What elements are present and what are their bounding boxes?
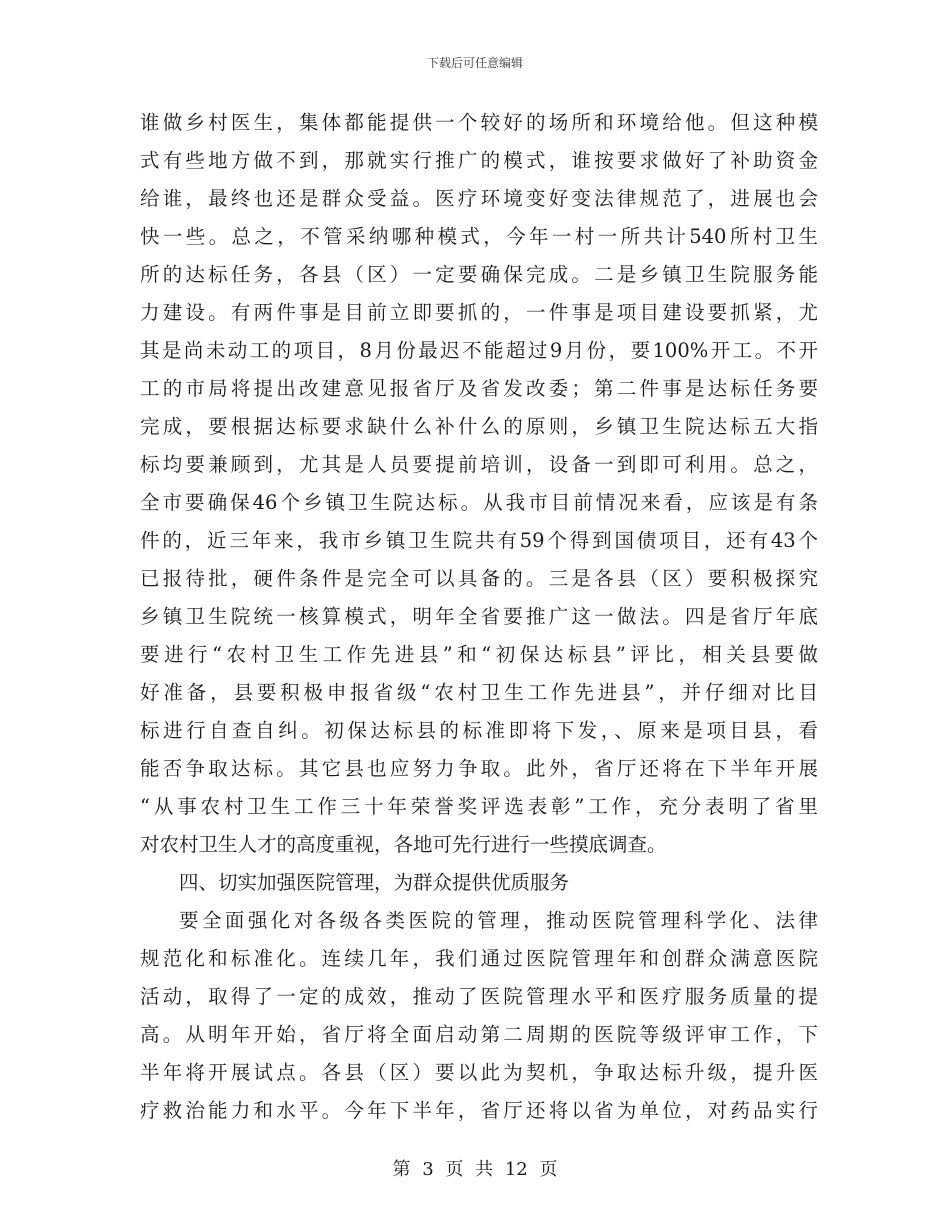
section-heading: 四、切实加强医院管理，为群众提供优质服务 <box>179 871 570 894</box>
page-header-note: 下载后可任意编辑 <box>426 56 523 70</box>
text-line: 完成，要根据达标要求缺什么补什么的原则，乡镇卫生院达标五大指 <box>140 415 818 438</box>
text-line: 乡镇卫生院统一核算模式，明年全省要推广这一做法。四是省厅年底 <box>140 605 818 628</box>
document-body <box>140 104 818 1130</box>
text-line: 规范化和标准化。连续几年，我们通过医院管理年和创群众满意医院 <box>140 947 818 970</box>
page-number: 第 3 页 共 12 页 <box>392 1159 558 1180</box>
text-line: 快一些。总之，不管采纳哪种模式，今年一村一所共计540所村卫生 <box>140 225 818 248</box>
text-line: 标进行自查自纠。初保达标县的标准即将下发，、原来是项目县，看 <box>140 719 818 742</box>
text-line: 疗救治能力和水平。今年下半年，省厅还将以省为单位，对药品实行 <box>140 1099 818 1122</box>
text-line: 所的达标任务，各县（区）一定要确保完成。二是乡镇卫生院服务能 <box>140 263 818 286</box>
text-line: 给谁，最终也还是群众受益。医疗环境变好变法律规范了，进展也会 <box>140 187 818 210</box>
text-line: 要全面强化对各级各类医院的管理，推动医院管理科学化、法律 <box>179 909 818 932</box>
text-line: 活动，取得了一定的成效，推动了医院管理水平和医疗服务质量的提 <box>140 985 818 1008</box>
text-line: 要进行“农村卫生工作先进县”和“初保达标县”评比，相关县要做 <box>140 643 818 666</box>
text-line: 式有些地方做不到，那就实行推广的模式，谁按要求做好了补助资金 <box>140 149 818 172</box>
text-line: 对农村卫生人才的高度重视，各地可先行进行一些摸底调查。 <box>140 833 667 856</box>
text-line: 已报待批，硬件条件是完全可以具备的。三是各县（区）要积极探究 <box>140 567 818 590</box>
text-line: 好准备，县要积极申报省级“农村卫生工作先进县”，并仔细对比目 <box>140 681 818 704</box>
text-line: 其是尚未动工的项目，8月份最迟不能超过9月份，要100%开工。不开 <box>140 339 818 362</box>
text-line: 能否争取达标。其它县也应努力争取。此外，省厅还将在下半年开展 <box>140 757 818 780</box>
text-line: 全市要确保46个乡镇卫生院达标。从我市目前情况来看，应该是有条 <box>140 491 818 514</box>
text-line: 高。从明年开始，省厅将全面启动第二周期的医院等级评审工作，下 <box>140 1023 818 1046</box>
text-line: 谁做乡村医生，集体都能提供一个较好的场所和环境给他。但这种模 <box>140 111 818 134</box>
text-line: 工的市局将提出改建意见报省厅及省发改委；第二件事是达标任务要 <box>140 377 818 400</box>
text-line: 件的，近三年来，我市乡镇卫生院共有59个得到国债项目，还有43个 <box>140 529 818 552</box>
text-line: “从事农村卫生工作三十年荣誉奖评选表彰”工作，充分表明了省里 <box>140 795 818 818</box>
text-line: 力建设。有两件事是目前立即要抓的，一件事是项目建设要抓紧，尤 <box>140 301 818 324</box>
text-line: 标均要兼顾到，尤其是人员要提前培训，设备一到即可利用。总之， <box>140 453 818 476</box>
text-line: 半年将开展试点。各县（区）要以此为契机，争取达标升级，提升医 <box>140 1061 818 1084</box>
